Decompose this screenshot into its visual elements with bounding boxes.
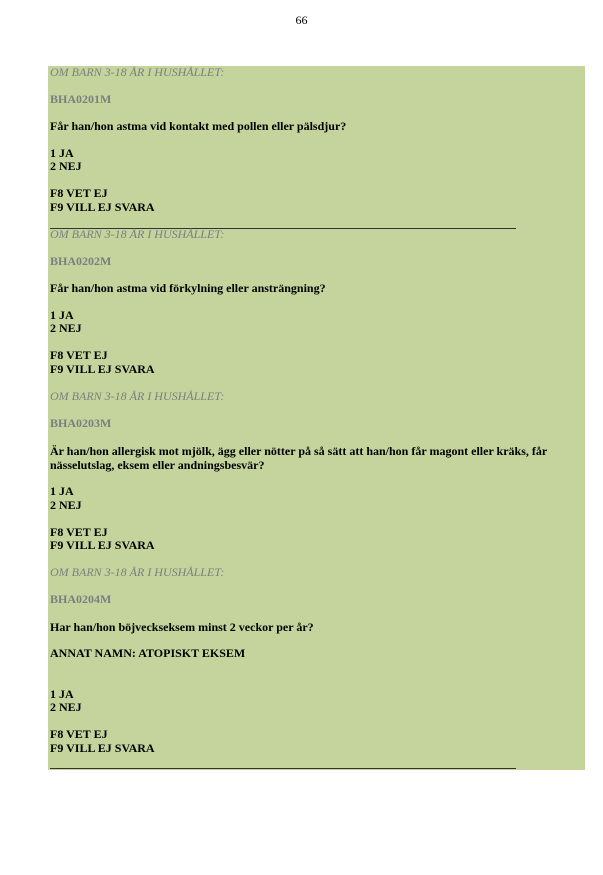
answer-option-ja: 1 JA <box>50 687 74 701</box>
condition-text: OM BARN 3-18 ÅR I HUSHÅLLET: <box>50 227 225 241</box>
page-number: 66 <box>295 13 308 27</box>
answer-option-vill-ej-svara: F9 VILL EJ SVARA <box>50 362 155 376</box>
answer-option-nej: 2 NEJ <box>50 498 82 512</box>
question-text: Har han/hon böjveckseksem minst 2 veckor per år? <box>50 620 314 634</box>
alternate-name-note: ANNAT NAMN: ATOPISKT EKSEM <box>50 646 246 660</box>
question-code: BHA0203M <box>50 416 112 430</box>
answer-option-vill-ej-svara: F9 VILL EJ SVARA <box>50 538 155 552</box>
answer-option-nej: 2 NEJ <box>50 700 82 714</box>
question-text: Är han/hon allergisk mot mjölk, ägg eller nötter på så sätt att han/hon får magont eller kräks, får nässelutslag, eksem eller andningsbesvär? <box>50 444 548 472</box>
answer-option-nej: 2 NEJ <box>50 159 82 173</box>
answer-option-vet-ej: F8 VET EJ <box>50 525 108 539</box>
condition-text: OM BARN 3-18 ÅR I HUSHÅLLET: <box>50 565 225 579</box>
question-code: BHA0204M <box>50 592 112 606</box>
answer-option-ja: 1 JA <box>50 146 74 160</box>
question-text: Får han/hon astma vid kontakt med pollen eller pälsdjur? <box>50 119 347 133</box>
answer-option-nej: 2 NEJ <box>50 321 82 335</box>
answer-option-vet-ej: F8 VET EJ <box>50 186 108 200</box>
answer-option-ja: 1 JA <box>50 484 74 498</box>
answer-option-vill-ej-svara: F9 VILL EJ SVARA <box>50 200 155 214</box>
condition-text: OM BARN 3-18 ÅR I HUSHÅLLET: <box>50 65 225 79</box>
question-code: BHA0201M <box>50 92 112 106</box>
section-divider <box>50 768 516 769</box>
question-text: Får han/hon astma vid förkylning eller ansträngning? <box>50 281 326 295</box>
question-code: BHA0202M <box>50 254 112 268</box>
answer-option-vet-ej: F8 VET EJ <box>50 727 108 741</box>
answer-option-vet-ej: F8 VET EJ <box>50 348 108 362</box>
condition-text: OM BARN 3-18 ÅR I HUSHÅLLET: <box>50 389 225 403</box>
answer-option-ja: 1 JA <box>50 308 74 322</box>
answer-option-vill-ej-svara: F9 VILL EJ SVARA <box>50 741 155 755</box>
